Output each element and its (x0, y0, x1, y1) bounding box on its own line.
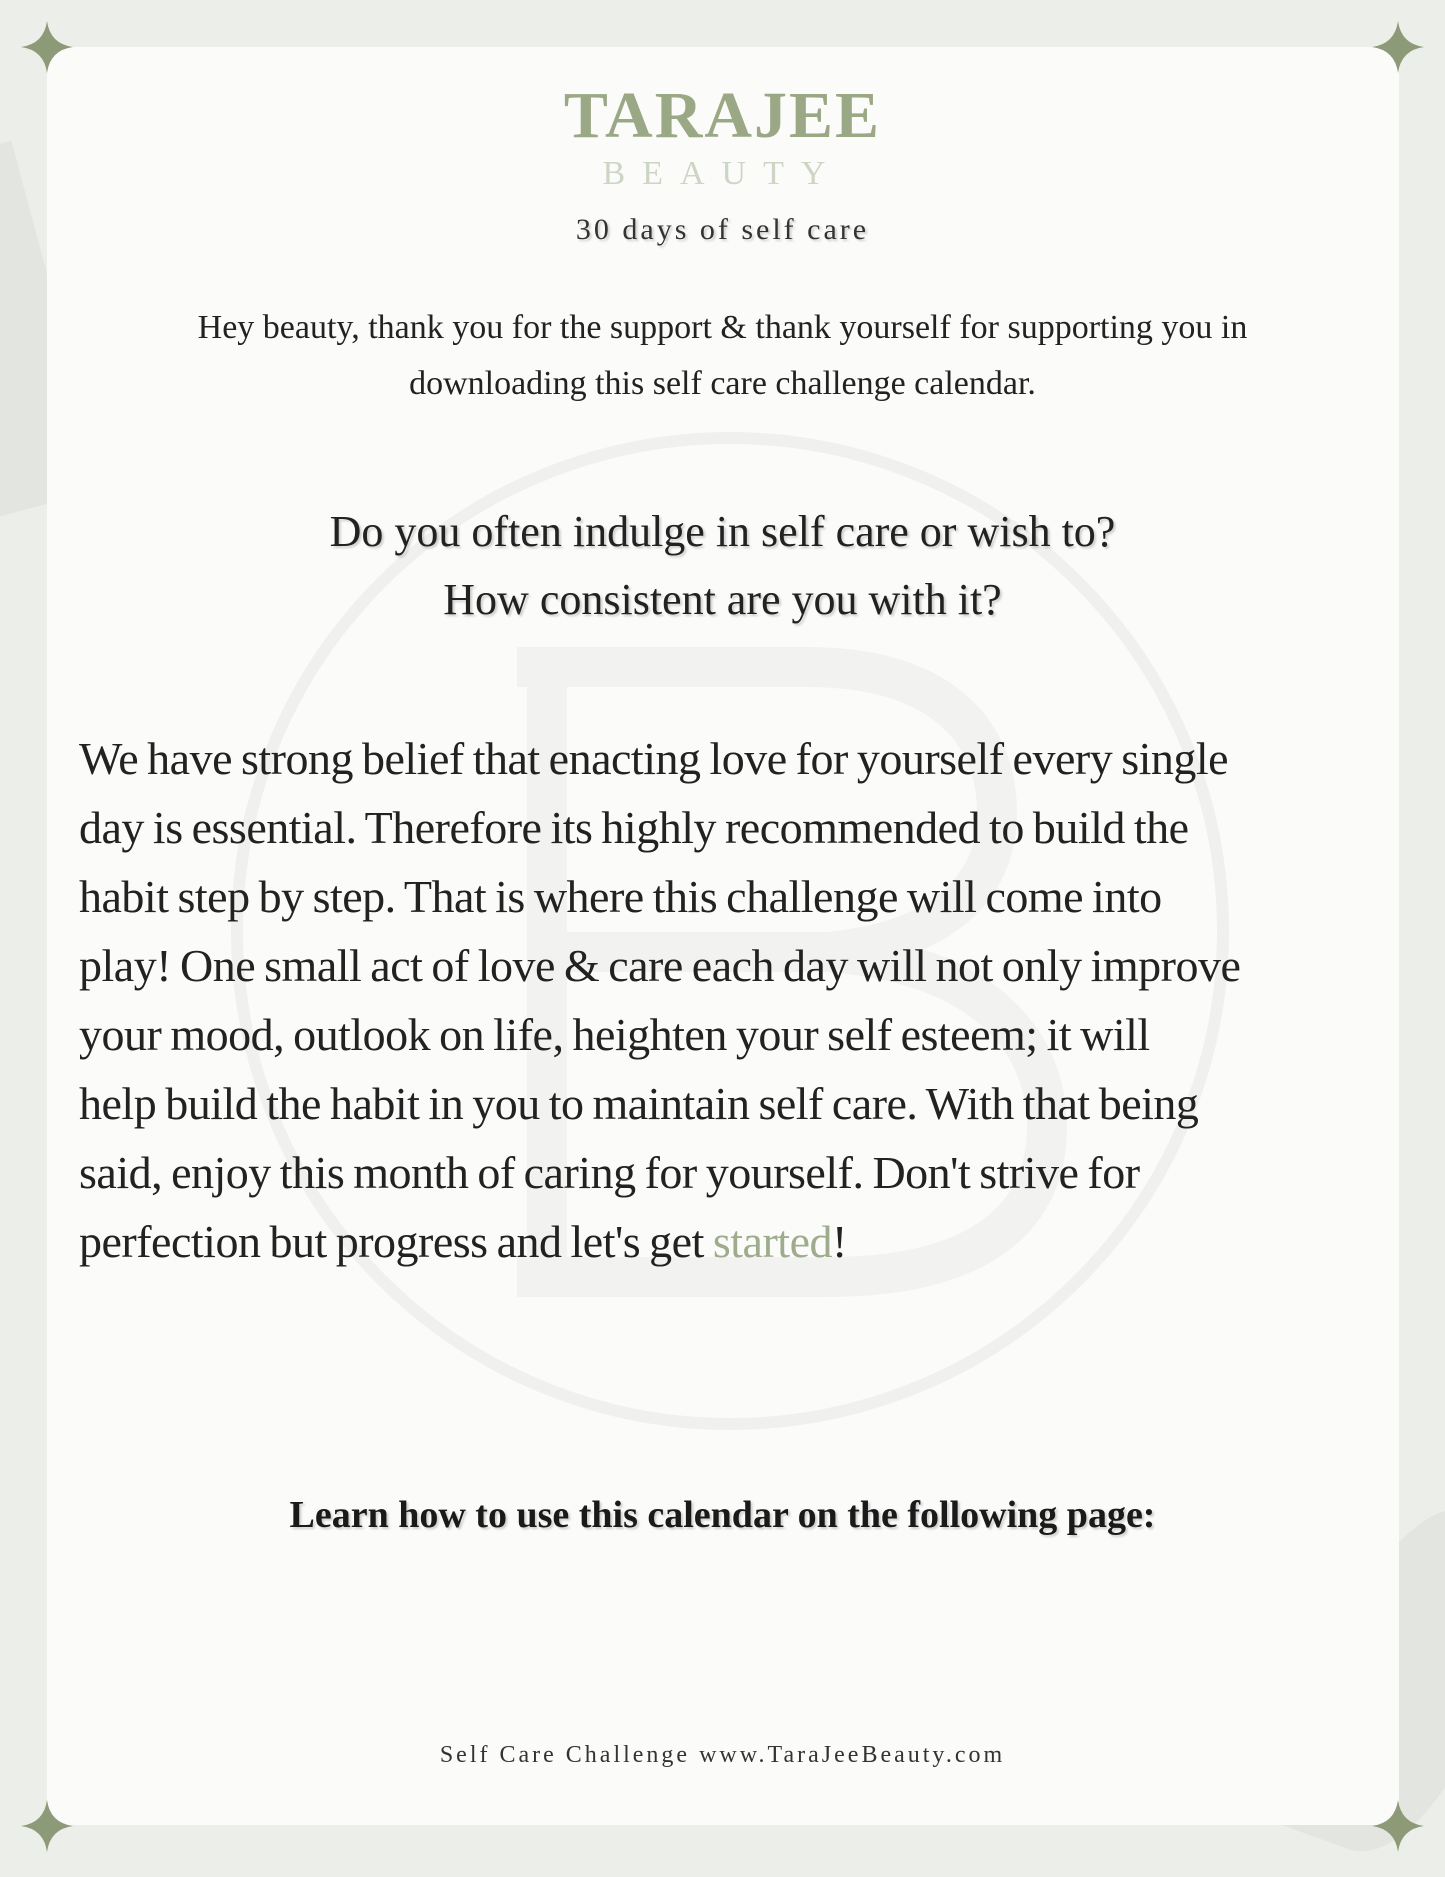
intro-line: Hey beauty, thank you for the support & thank yourself for supporting you in (197, 309, 1248, 346)
body-line: habit step by step. That is where this challenge will come into (79, 871, 1162, 922)
highlight-word: started (712, 1216, 832, 1267)
body-text: ! (832, 1216, 847, 1267)
star-icon (1372, 1800, 1424, 1852)
question-line: How consistent are you with it? (443, 575, 1002, 624)
body-text: perfection but progress and let's get (79, 1216, 713, 1267)
brand-logo: TARAJEE (563, 79, 882, 152)
body-paragraph (0, 724, 1445, 1276)
footer-text: Self Care Challenge www.TaraJeeBeauty.com (439, 1742, 1006, 1768)
intro (0, 300, 1445, 412)
body-line: We have strong belief that enacting love for yourself every single (79, 733, 1229, 784)
body-line: your mood, outlook on life, heighten your self esteem; it will (79, 1009, 1150, 1060)
body-line: said, enjoy this month of caring for yourself. Don't strive for (79, 1147, 1140, 1198)
body-line: play! One small act of love & care each day will not only improve (79, 940, 1241, 991)
question-line: Do you often indulge in self care or wish to? (329, 507, 1116, 556)
body-line: day is essential. Therefore its highly recommended to build the (79, 802, 1189, 853)
intro-line: downloading this self care challenge calendar. (409, 365, 1036, 402)
subtitle: 30 days of self care (575, 213, 870, 246)
star-icon (21, 1800, 73, 1852)
questions (0, 498, 1445, 634)
brand-logo-sub: BEAUTY (602, 155, 843, 192)
body-line-last (79, 1207, 1445, 1276)
body-line: help build the habit in you to maintain self care. With that being (79, 1078, 1199, 1129)
cta-text: Learn how to use this calendar on the following page: (289, 1494, 1156, 1536)
